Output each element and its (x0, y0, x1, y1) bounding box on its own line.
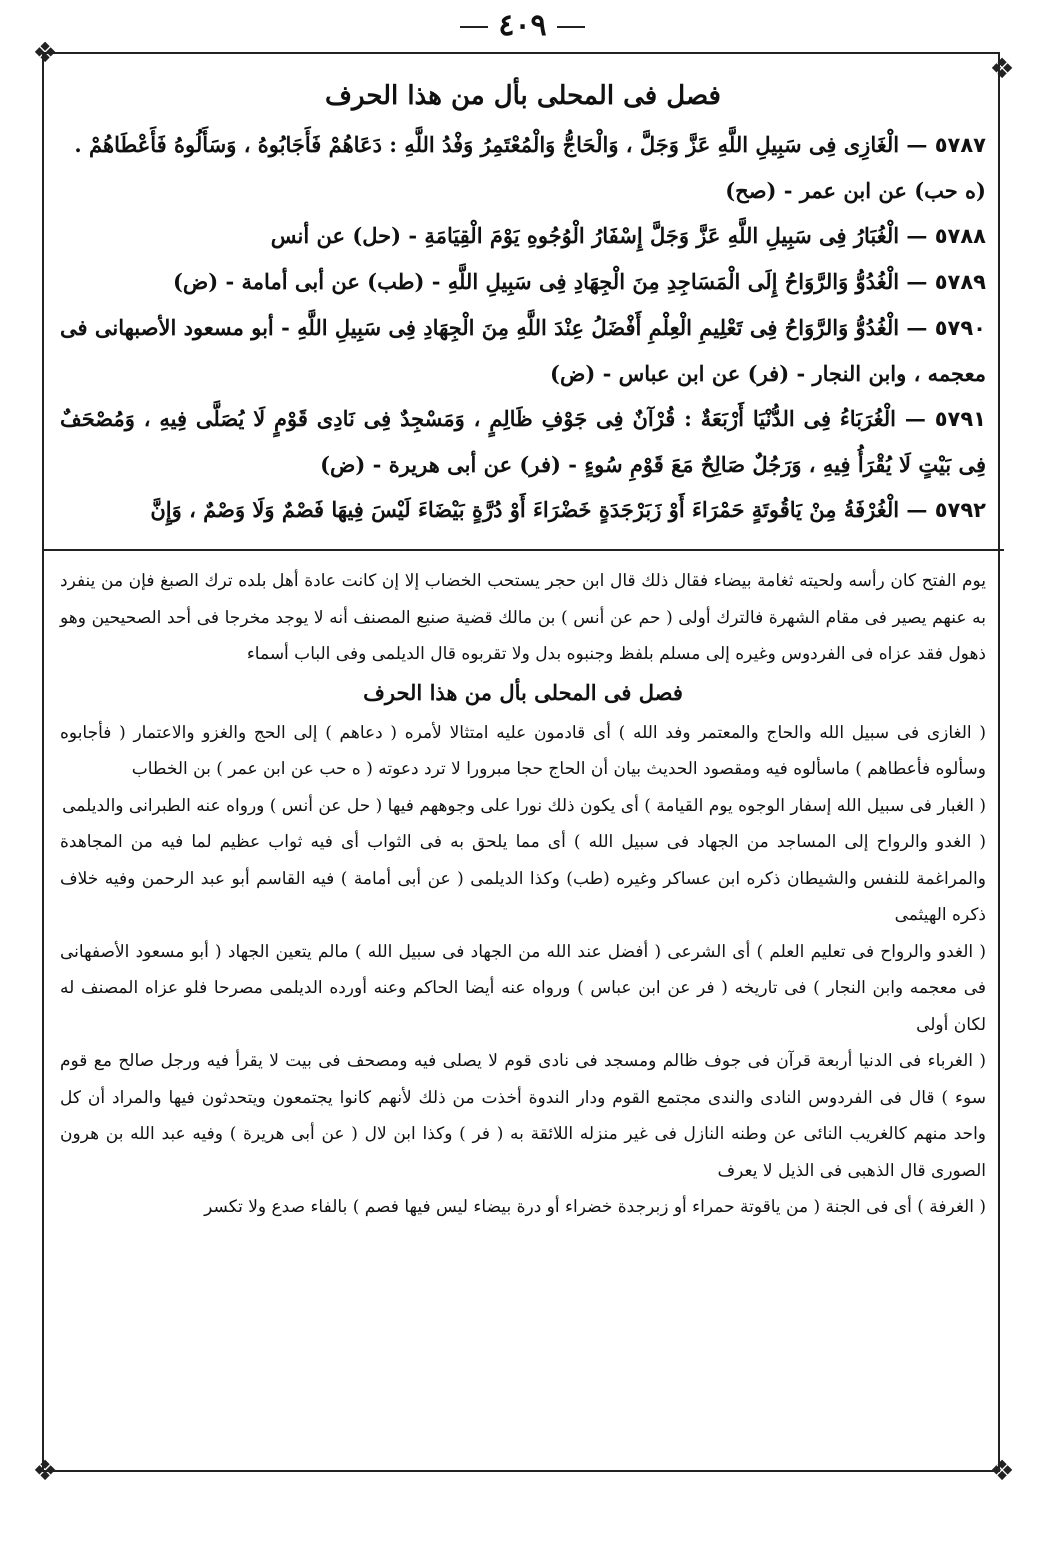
hadith-number: ٥٧٩٠ (934, 316, 986, 340)
commentary-intro: يوم الفتح كان رأسه ولحيته ثغامة بيضاء فقال ذلك قال ابن حجر يستحب الخضاب إلا إن كانت عادة أهل بلده ترك الصبغ فإن من ينفرد به عنهم يصير فى مقام الشهرة فالترك أولى ( حم عن أنس ) بن مالك قضية صنيع المصنف أنه لا يوجد مخرجا فى أحد الصحيحين وهو ذهول فقد عزاه فى الفردوس وغيره إلى مسلم بلفظ وجنبوه بدل ولا تقربوه قال الديلمى وفى الباب أسماء (60, 571, 986, 664)
hadith-entry: ٥٧٩١ — الْغُرَبَاءُ فِى الدُّنْيَا أَرْبَعَةٌ : قُرْآنٌ فِى جَوْفِ ظَالِمٍ ، وَمَسْجِدٌ فِى نَادِى قَوْمٍ لَا يُصَلَّى فِيهِ ، وَمُصْحَفٌ فِى بَيْتٍ لَا يُقْرَأُ فِيهِ ، وَرَجُلٌ صَالِحٌ مَعَ قَوْمِ سُوءٍ - (فر) عن أبى هريرة - (ض) (60, 406, 986, 477)
commentary-separator (42, 549, 1004, 551)
page-number (0, 8, 1045, 43)
corner-ornament-icon: ❖ (989, 1454, 1015, 1487)
hadith-text: الْغُرَبَاءُ فِى الدُّنْيَا أَرْبَعَةٌ : قُرْآنٌ فِى جَوْفِ ظَالِمٍ ، وَمَسْجِدٌ فِى نَادِى قَوْمٍ لَا يُصَلَّى فِيهِ ، وَمُصْحَفٌ فِى بَيْتٍ لَا يُقْرَأُ فِيهِ ، وَرَجُلٌ صَالِحٌ مَعَ قَوْمِ سُوءٍ - (فر) عن أبى هريرة - (ض) (60, 406, 986, 477)
hadith-text: الْغُدُوُّ وَالرَّوَاحُ فِى تَعْلِيمِ الْعِلْمِ أَفْضَلُ عِنْدَ اللَّهِ مِنَ الْجِهَادِ فِى سَبِيلِ اللَّهِ - أبو مسعود الأصبهانى فى معجمه ، وابن النجار - (فر) عن ابن عباس - (ض) (60, 315, 986, 386)
page-number-dash-left (460, 26, 488, 28)
hadith-number: ٥٧٨٧ (934, 133, 986, 157)
hadith-number: ٥٧٨٩ (934, 270, 986, 294)
commentary-paragraph: ( الغازى فى سبيل الله والحاج والمعتمر وفد الله ) أى قادمون عليه امتثالا لأمره ( دعاهم ) إلى الحج والغزو والاعتمار ( فأجابوه وسألوه فأعطاهم ) ماسألوه فيه ومقصود الحديث بيان أن الحاج حجا مبرورا لا ترد دعوته ( ه حب عن ابن عمر ) بن الخطاب (60, 722, 986, 779)
corner-ornament-icon: ❖ (32, 36, 58, 69)
commentary-heading: فصل فى المحلى بأل من هذا الحرف (363, 679, 683, 705)
hadith-entry: ٥٧٨٩ — الْغُدُوُّ وَالرَّوَاحُ إِلَى الْمَسَاجِدِ مِنَ الْجِهَادِ فِى سَبِيلِ اللَّهِ - (طب) عن أبى أمامة - (ض) (172, 269, 986, 294)
hadith-entry: ٥٧٨٧ — الْغَازِى فِى سَبِيلِ اللَّهِ عَزَّ وَجَلَّ ، وَالْحَاجُّ وَالْمُعْتَمِرُ وَفْدُ اللَّهِ : دَعَاهُمْ فَأَجَابُوهُ ، وَسَأَلُوهُ فَأَعْطَاهُمْ . (ه حب) عن ابن عمر - (صح) (74, 132, 986, 203)
hadith-text: الْغُرْفَةُ مِنْ يَاقُوتَةٍ حَمْرَاءَ أَوْ زَبَرْجَدَةٍ خَضْرَاءَ أَوْ دُرَّةٍ بَيْضَاءَ لَيْسَ فِيهَا فَصْمٌ وَلَا وَصْمٌ ، وَإِنَّ (150, 497, 900, 522)
hadith-source: (ه حب) عن ابن عمر - (صح) (725, 178, 986, 203)
hadith-text: الْغُدُوُّ وَالرَّوَاحُ إِلَى الْمَسَاجِدِ مِنَ الْجِهَادِ فِى سَبِيلِ اللَّهِ - (طب) عن أبى أمامة - (ض) (172, 269, 900, 294)
commentary-paragraph: ( الغدو والرواح إلى المساجد من الجهاد فى سبيل الله ) أى مما يلحق به فى الثواب أى فيه ثواب عظيم لما فيه من المجاهدة والمراغمة للنفس والشيطان ذكره ابن عساكر وغيره (طب) وكذا الديلمى ( عن أبى أمامة ) فيه القاسم أبو عبد الرحمن وفيه خلاف ذكره الهيثمى (60, 832, 986, 925)
page-content (60, 78, 986, 1226)
corner-ornament-icon: ❖ (32, 1454, 58, 1487)
hadith-text: الْغُبَارُ فِى سَبِيلِ اللَّهِ عَزَّ وَجَلَّ إِسْفَارُ الْوُجُوهِ يَوْمَ الْقِيَامَةِ - (حل) عن أنس (270, 223, 900, 248)
hadith-number: ٥٧٩١ (934, 407, 986, 431)
hadith-number: ٥٧٩٢ (934, 498, 986, 522)
commentary-paragraph: ( الغبار فى سبيل الله إسفار الوجوه يوم القيامة ) أى يكون ذلك نورا على وجوههم فيها ( حل عن أنس ) ورواه عنه الطبرانى والديلمى (62, 795, 986, 816)
commentary-paragraph: ( الغرباء فى الدنيا أربعة قرآن فى جوف ظالم ومسجد فى نادى قوم لا يصلى فيه ومصحف فى بيت لا يقرأ فيه ورجل صالح مع قوم سوء ) قال فى الفردوس النادى والندى مجتمع القوم ودار الندوة أخذت من ذلك لأنهم كانوا يجتمعون ويتحدثون فيها والمراد أن كل واحد منهم كالغريب النائى عن وطنه النازل فى غير منزله اللائقة به ( فر ) وكذا ابن لال ( عن أبى هريرة ) وفيه عبد الله بن هرون الصورى قال الذهبى فى الذيل لا يعرف (60, 1051, 986, 1181)
hadith-number: ٥٧٨٨ (934, 224, 986, 248)
commentary-paragraph: ( الغدو والرواح فى تعليم العلم ) أى الشرعى ( أفضل عند الله من الجهاد فى سبيل الله ) مالم يتعين الجهاد ( أبو مسعود الأصفهانى فى معجمه وابن النجار ) فى تاريخه ( فر عن ابن عباس ) ورواه عنه أيضا الحاكم وعنه أورده الديلمى مصرحا فلو عزاه المصنف له لكان أولى (60, 941, 986, 1035)
commentary-paragraph: ( الغرفة ) أى فى الجنة ( من ياقوتة حمراء أو زبرجدة خضراء أو درة بيضاء ليس فيها فصم ) بالفاء صدع ولا تكسر (204, 1197, 986, 1217)
page-number-dash-right (557, 26, 585, 28)
corner-ornament-icon: ❖ (989, 52, 1015, 85)
hadith-entry: ٥٧٩٢ — الْغُرْفَةُ مِنْ يَاقُوتَةٍ حَمْرَاءَ أَوْ زَبَرْجَدَةٍ خَضْرَاءَ أَوْ دُرَّةٍ بَيْضَاءَ لَيْسَ فِيهَا فَصْمٌ وَلَا وَصْمٌ ، وَإِنَّ (150, 497, 986, 522)
hadith-entry: ٥٧٨٨ — الْغُبَارُ فِى سَبِيلِ اللَّهِ عَزَّ وَجَلَّ إِسْفَارُ الْوُجُوهِ يَوْمَ الْقِيَامَةِ - (حل) عن أنس (270, 223, 986, 248)
hadith-entry: ٥٧٩٠ — الْغُدُوُّ وَالرَّوَاحُ فِى تَعْلِيمِ الْعِلْمِ أَفْضَلُ عِنْدَ اللَّهِ مِنَ الْجِهَادِ فِى سَبِيلِ اللَّهِ - أبو مسعود الأصبهانى فى معجمه ، وابن النجار - (فر) عن ابن عباس - (ض) (60, 315, 986, 386)
hadith-text: الْغَازِى فِى سَبِيلِ اللَّهِ عَزَّ وَجَلَّ ، وَالْحَاجُّ وَالْمُعْتَمِرُ وَفْدُ اللَّهِ : دَعَاهُمْ فَأَجَابُوهُ ، وَسَأَلُوهُ فَأَعْطَاهُمْ . (74, 132, 900, 157)
section-heading: فصل فى المحلى بأل من هذا الحرف (325, 81, 721, 111)
page-number-text: ٤٠٩ (498, 8, 547, 43)
